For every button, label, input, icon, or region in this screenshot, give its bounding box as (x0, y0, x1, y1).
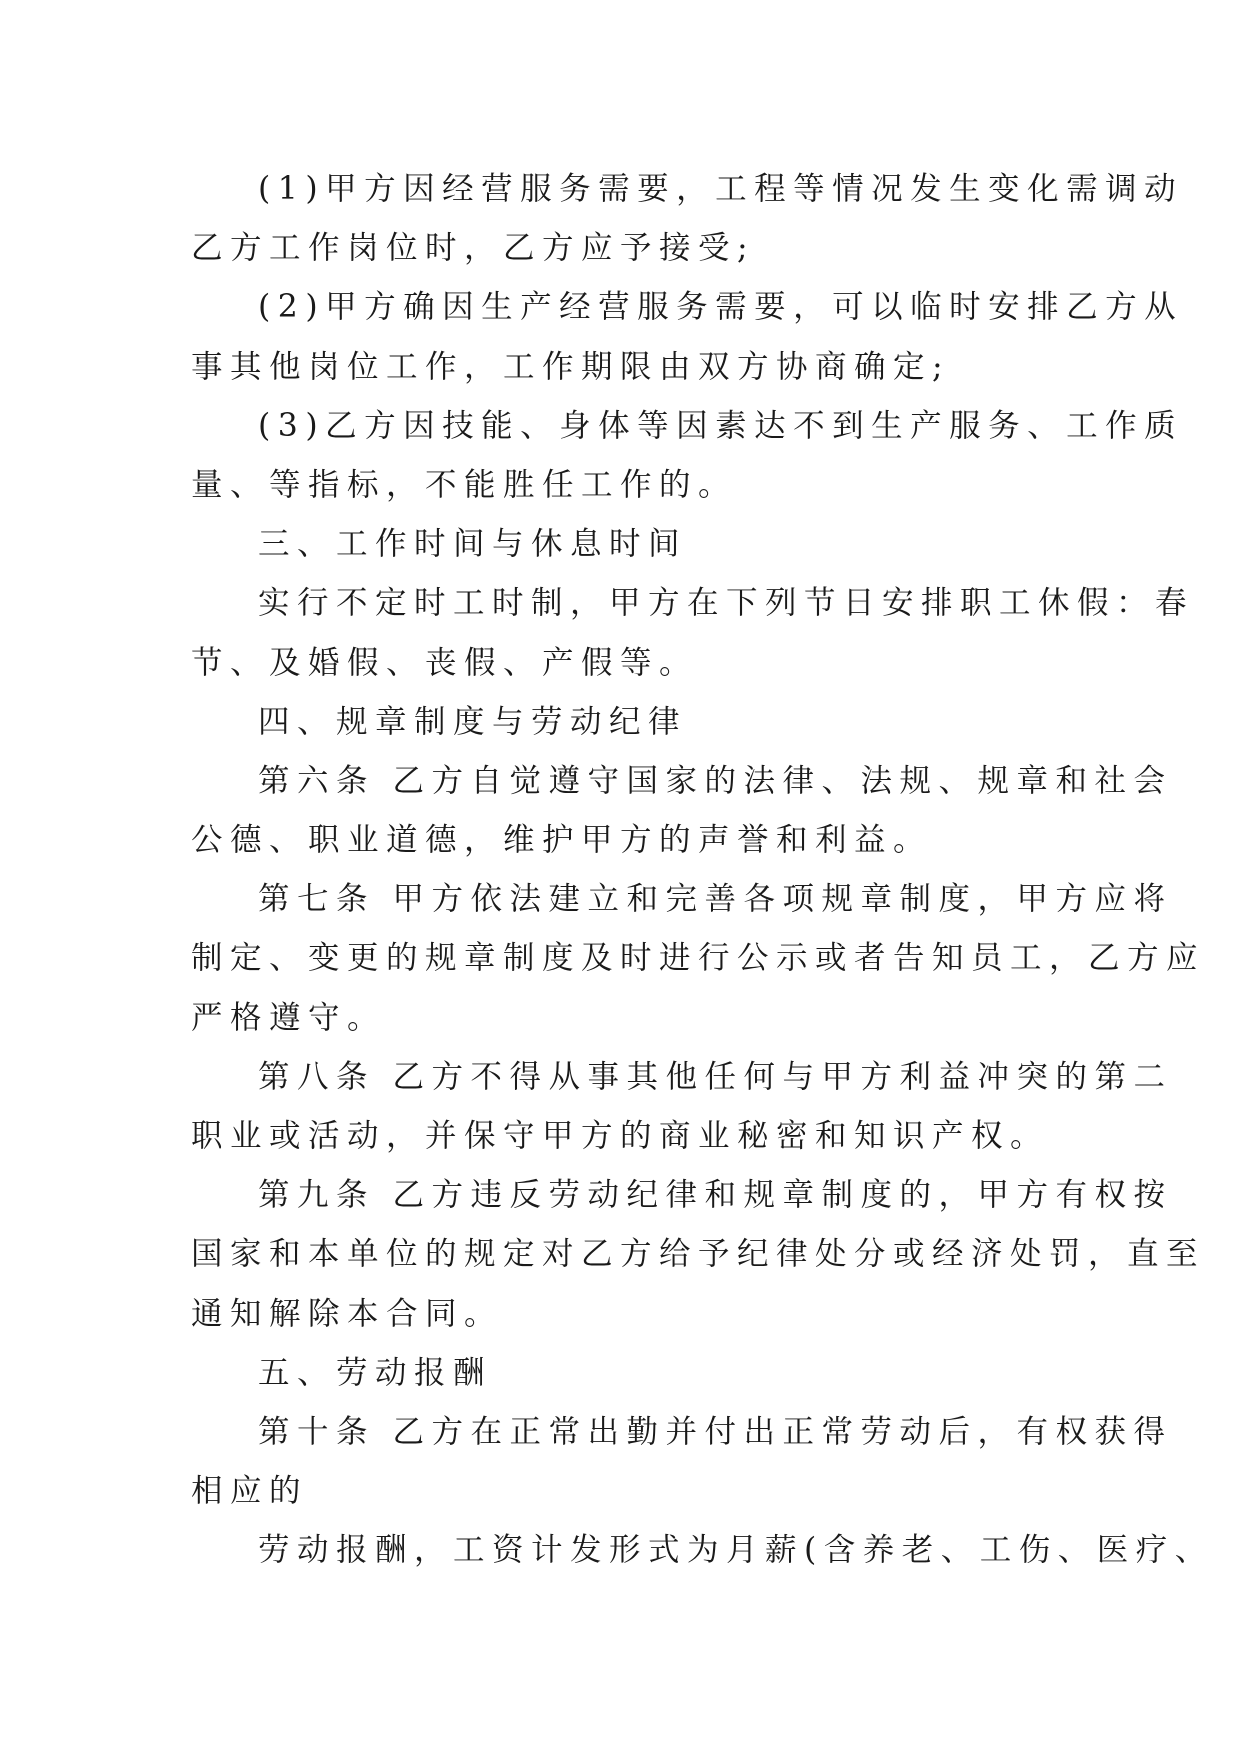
section-heading: 四、规章制度与劳动纪律 (258, 703, 688, 740)
text-line: 量、等指标，不能胜任工作的。 (191, 466, 738, 503)
document-page (191, 160, 1214, 1581)
text-line: 乙方工作岗位时，乙方应予接受; (191, 230, 756, 267)
text-line: 相应的 (191, 1473, 309, 1510)
section-heading: 三、工作时间与休息时间 (258, 526, 688, 563)
text-line: (3)乙方因技能、身体等因素达不到生产服务、工作质 (258, 407, 1184, 444)
article-line: 第六条 乙方自觉遵守国家的法律、法规、规章和社会 (258, 762, 1173, 799)
text-line: 实行不定时工时制，甲方在下列节日安排职工休假：春 (258, 585, 1195, 622)
text-line: 严格遵守。 (191, 999, 387, 1036)
text-line: (2)甲方确因生产经营服务需要，可以临时安排乙方从 (258, 289, 1184, 326)
section-heading: 五、劳动报酬 (258, 1354, 493, 1391)
text-line: 劳动报酬，工资计发形式为月薪(含养老、工伤、医疗、 (258, 1532, 1214, 1569)
article-line: 第七条 甲方依法建立和完善各项规章制度，甲方应将 (258, 881, 1173, 918)
text-line: 事其他岗位工作，工作期限由双方协商确定; (191, 348, 951, 385)
text-line: 制定、变更的规章制度及时进行公示或者告知员工，乙方应 (191, 940, 1206, 977)
text-line: 职业或活动，并保守甲方的商业秘密和知识产权。 (191, 1118, 1050, 1154)
article-line: 第八条 乙方不得从事其他任何与甲方利益冲突的第二 (258, 1058, 1173, 1095)
text-line: 节、及婚假、丧假、产假等。 (191, 644, 699, 681)
article-line: 第九条 乙方违反劳动纪律和规章制度的，甲方有权按 (258, 1177, 1173, 1214)
text-line: 公德、职业道德，维护甲方的声誉和利益。 (191, 822, 933, 859)
text-line: (1)甲方因经营服务需要，工程等情况发生变化需调动 (258, 171, 1184, 207)
article-line: 第十条 乙方在正常出勤并付出正常劳动后，有权获得 (258, 1413, 1173, 1450)
text-line: 国家和本单位的规定对乙方给予纪律处分或经济处罚，直至 (191, 1236, 1206, 1273)
text-line: 通知解除本合同。 (191, 1295, 504, 1332)
